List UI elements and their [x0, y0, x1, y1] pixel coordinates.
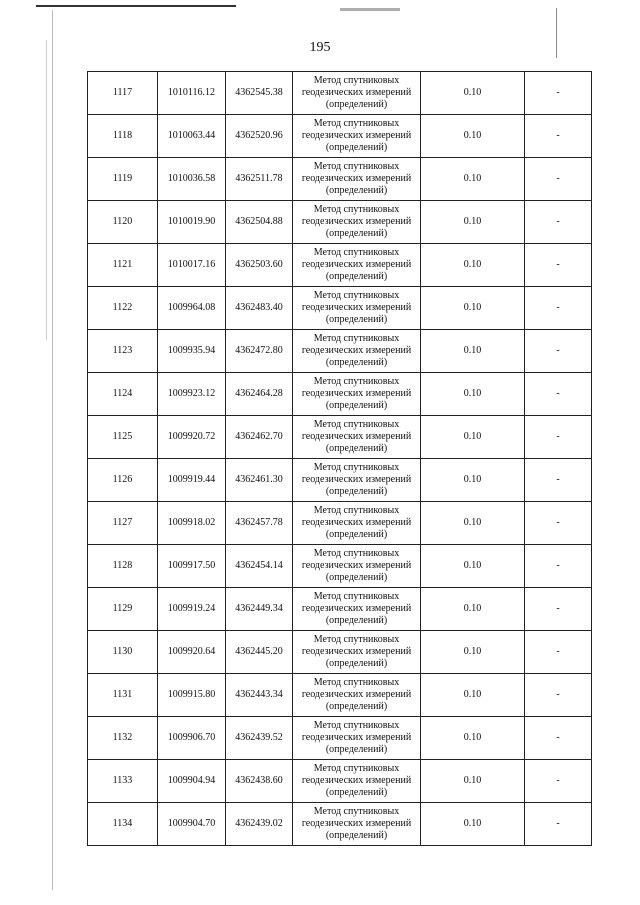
precision-cell: 0.10: [421, 803, 525, 846]
method-line: (определений): [325, 99, 388, 110]
method-line: (определений): [325, 830, 388, 841]
precision-cell: 0.10: [421, 545, 525, 588]
precision-cell: 0.10: [421, 674, 525, 717]
table-row: [88, 373, 592, 416]
method-line: (определений): [325, 787, 388, 798]
note-cell: -: [525, 717, 592, 760]
method-line: геодезических измерений: [301, 216, 412, 227]
method-line: Метод спутниковых: [313, 161, 400, 172]
precision-cell: 0.10: [421, 760, 525, 803]
y-coordinate-cell: 4362438.60: [226, 760, 293, 803]
scan-artifact-top-noise: [340, 8, 400, 11]
method-line: Метод спутниковых: [313, 75, 400, 86]
method-line: (определений): [325, 314, 388, 325]
y-coordinate-cell: 4362511.78: [226, 158, 293, 201]
point-number-cell: 1133: [88, 760, 158, 803]
method-cell: [293, 72, 421, 115]
table-row: [88, 803, 592, 846]
point-number-cell: 1129: [88, 588, 158, 631]
table-row: [88, 717, 592, 760]
point-number-cell: 1123: [88, 330, 158, 373]
method-cell: [293, 674, 421, 717]
coordinates-table: [87, 71, 592, 846]
method-line: (определений): [325, 357, 388, 368]
precision-cell: 0.10: [421, 72, 525, 115]
method-line: Метод спутниковых: [313, 806, 400, 817]
method-line: геодезических измерений: [301, 818, 412, 829]
method-line: геодезических измерений: [301, 689, 412, 700]
method-cell: [293, 459, 421, 502]
note-cell: -: [525, 244, 592, 287]
method-cell: [293, 201, 421, 244]
y-coordinate-cell: 4362462.70: [226, 416, 293, 459]
method-line: (определений): [325, 486, 388, 497]
y-coordinate-cell: 4362483.40: [226, 287, 293, 330]
y-coordinate-cell: 4362445.20: [226, 631, 293, 674]
y-coordinate-cell: 4362461.30: [226, 459, 293, 502]
note-cell: -: [525, 631, 592, 674]
method-cell: [293, 416, 421, 459]
method-cell: [293, 158, 421, 201]
method-line: геодезических измерений: [301, 431, 412, 442]
precision-cell: 0.10: [421, 330, 525, 373]
table-body: [88, 72, 592, 846]
precision-cell: 0.10: [421, 115, 525, 158]
method-line: геодезических измерений: [301, 775, 412, 786]
method-cell: [293, 287, 421, 330]
precision-cell: 0.10: [421, 287, 525, 330]
point-number-cell: 1125: [88, 416, 158, 459]
method-line: (определений): [325, 529, 388, 540]
table-row: [88, 330, 592, 373]
note-cell: -: [525, 72, 592, 115]
method-line: Метод спутниковых: [313, 290, 400, 301]
method-line: Метод спутниковых: [313, 548, 400, 559]
table-row: [88, 459, 592, 502]
point-number-cell: 1131: [88, 674, 158, 717]
point-number-cell: 1121: [88, 244, 158, 287]
point-number-cell: 1124: [88, 373, 158, 416]
y-coordinate-cell: 4362503.60: [226, 244, 293, 287]
note-cell: -: [525, 373, 592, 416]
method-cell: [293, 373, 421, 416]
x-coordinate-cell: 1010019.90: [158, 201, 226, 244]
x-coordinate-cell: 1009919.24: [158, 588, 226, 631]
table-row: [88, 631, 592, 674]
method-line: геодезических измерений: [301, 173, 412, 184]
table-row: [88, 287, 592, 330]
note-cell: -: [525, 588, 592, 631]
table-row: [88, 72, 592, 115]
method-line: Метод спутниковых: [313, 118, 400, 129]
method-line: (определений): [325, 185, 388, 196]
scan-artifact-left-margin-line-2: [46, 40, 47, 340]
page-number: 195: [309, 40, 331, 55]
note-cell: -: [525, 330, 592, 373]
point-number-cell: 1120: [88, 201, 158, 244]
method-line: Метод спутниковых: [313, 204, 400, 215]
method-line: геодезических измерений: [301, 130, 412, 141]
table-row: [88, 760, 592, 803]
table-row: [88, 201, 592, 244]
method-line: Метод спутниковых: [313, 376, 400, 387]
method-cell: [293, 760, 421, 803]
method-cell: [293, 502, 421, 545]
note-cell: -: [525, 674, 592, 717]
x-coordinate-cell: 1009904.94: [158, 760, 226, 803]
method-line: (определений): [325, 271, 388, 282]
method-line: (определений): [325, 572, 388, 583]
y-coordinate-cell: 4362464.28: [226, 373, 293, 416]
y-coordinate-cell: 4362454.14: [226, 545, 293, 588]
x-coordinate-cell: 1009920.72: [158, 416, 226, 459]
scan-artifact-left-margin-line: [52, 10, 53, 890]
note-cell: -: [525, 760, 592, 803]
x-coordinate-cell: 1009923.12: [158, 373, 226, 416]
method-line: (определений): [325, 400, 388, 411]
y-coordinate-cell: 4362520.96: [226, 115, 293, 158]
x-coordinate-cell: 1009964.08: [158, 287, 226, 330]
precision-cell: 0.10: [421, 244, 525, 287]
method-line: (определений): [325, 658, 388, 669]
point-number-cell: 1118: [88, 115, 158, 158]
point-number-cell: 1126: [88, 459, 158, 502]
precision-cell: 0.10: [421, 717, 525, 760]
method-line: Метод спутниковых: [313, 720, 400, 731]
method-line: геодезических измерений: [301, 259, 412, 270]
y-coordinate-cell: 4362457.78: [226, 502, 293, 545]
precision-cell: 0.10: [421, 373, 525, 416]
method-line: геодезических измерений: [301, 560, 412, 571]
y-coordinate-cell: 4362443.34: [226, 674, 293, 717]
precision-cell: 0.10: [421, 416, 525, 459]
y-coordinate-cell: 4362449.34: [226, 588, 293, 631]
method-cell: [293, 330, 421, 373]
table-row: [88, 502, 592, 545]
precision-cell: 0.10: [421, 502, 525, 545]
method-line: геодезических измерений: [301, 646, 412, 657]
method-line: Метод спутниковых: [313, 333, 400, 344]
point-number-cell: 1122: [88, 287, 158, 330]
point-number-cell: 1117: [88, 72, 158, 115]
table-row: [88, 244, 592, 287]
x-coordinate-cell: 1009915.80: [158, 674, 226, 717]
precision-cell: 0.10: [421, 588, 525, 631]
method-line: Метод спутниковых: [313, 247, 400, 258]
y-coordinate-cell: 4362472.80: [226, 330, 293, 373]
method-line: (определений): [325, 443, 388, 454]
x-coordinate-cell: 1009917.50: [158, 545, 226, 588]
note-cell: -: [525, 803, 592, 846]
precision-cell: 0.10: [421, 459, 525, 502]
method-line: геодезических измерений: [301, 517, 412, 528]
y-coordinate-cell: 4362545.38: [226, 72, 293, 115]
note-cell: -: [525, 158, 592, 201]
method-line: Метод спутниковых: [313, 505, 400, 516]
table-row: [88, 588, 592, 631]
method-line: геодезических измерений: [301, 732, 412, 743]
note-cell: -: [525, 287, 592, 330]
method-line: геодезических измерений: [301, 388, 412, 399]
method-line: (определений): [325, 142, 388, 153]
note-cell: -: [525, 545, 592, 588]
note-cell: -: [525, 416, 592, 459]
x-coordinate-cell: 1009919.44: [158, 459, 226, 502]
note-cell: -: [525, 201, 592, 244]
point-number-cell: 1119: [88, 158, 158, 201]
method-cell: [293, 588, 421, 631]
method-line: геодезических измерений: [301, 603, 412, 614]
method-line: (определений): [325, 701, 388, 712]
x-coordinate-cell: 1010063.44: [158, 115, 226, 158]
point-number-cell: 1132: [88, 717, 158, 760]
table-row: [88, 416, 592, 459]
precision-cell: 0.10: [421, 631, 525, 674]
method-cell: [293, 545, 421, 588]
x-coordinate-cell: 1010017.16: [158, 244, 226, 287]
y-coordinate-cell: 4362439.02: [226, 803, 293, 846]
point-number-cell: 1130: [88, 631, 158, 674]
x-coordinate-cell: 1009904.70: [158, 803, 226, 846]
method-line: (определений): [325, 615, 388, 626]
table-row: [88, 158, 592, 201]
point-number-cell: 1127: [88, 502, 158, 545]
method-cell: [293, 631, 421, 674]
x-coordinate-cell: 1009920.64: [158, 631, 226, 674]
method-line: геодезических измерений: [301, 474, 412, 485]
x-coordinate-cell: 1009935.94: [158, 330, 226, 373]
point-number-cell: 1134: [88, 803, 158, 846]
method-line: Метод спутниковых: [313, 677, 400, 688]
method-line: геодезических измерений: [301, 302, 412, 313]
y-coordinate-cell: 4362504.88: [226, 201, 293, 244]
method-line: Метод спутниковых: [313, 591, 400, 602]
method-line: геодезических измерений: [301, 345, 412, 356]
scan-artifact-top-line: [36, 5, 236, 7]
point-number-cell: 1128: [88, 545, 158, 588]
y-coordinate-cell: 4362439.52: [226, 717, 293, 760]
method-line: Метод спутниковых: [313, 634, 400, 645]
table-row: [88, 674, 592, 717]
method-line: Метод спутниковых: [313, 763, 400, 774]
method-line: Метод спутниковых: [313, 462, 400, 473]
x-coordinate-cell: 1009918.02: [158, 502, 226, 545]
note-cell: -: [525, 459, 592, 502]
method-line: Метод спутниковых: [313, 419, 400, 430]
method-cell: [293, 244, 421, 287]
x-coordinate-cell: 1010036.58: [158, 158, 226, 201]
method-line: (определений): [325, 744, 388, 755]
x-coordinate-cell: 1010116.12: [158, 72, 226, 115]
note-cell: -: [525, 502, 592, 545]
x-coordinate-cell: 1009906.70: [158, 717, 226, 760]
table-row: [88, 545, 592, 588]
note-cell: -: [525, 115, 592, 158]
precision-cell: 0.10: [421, 158, 525, 201]
method-cell: [293, 803, 421, 846]
method-line: геодезических измерений: [301, 87, 412, 98]
method-line: (определений): [325, 228, 388, 239]
method-cell: [293, 717, 421, 760]
table-row: [88, 115, 592, 158]
method-cell: [293, 115, 421, 158]
precision-cell: 0.10: [421, 201, 525, 244]
